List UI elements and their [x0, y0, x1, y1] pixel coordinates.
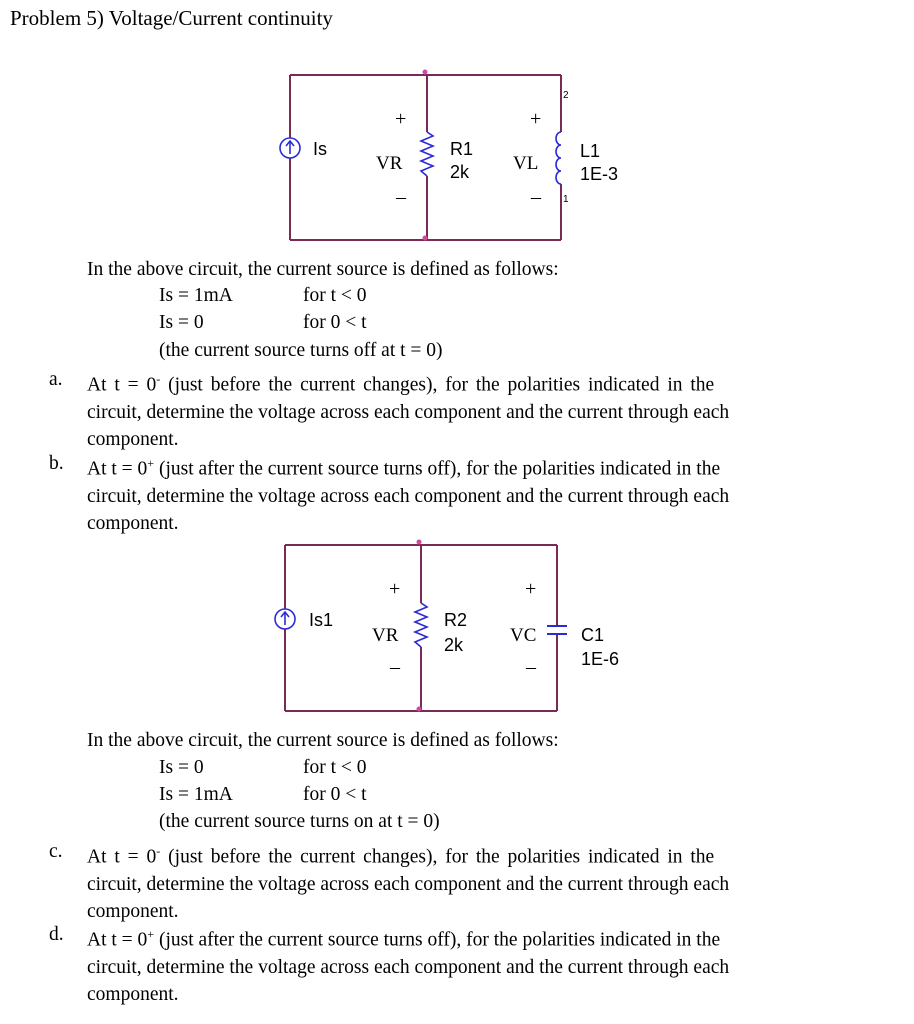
problem-title: Problem 5) Voltage/Current continuity	[10, 6, 333, 30]
vr-minus-sign: –	[396, 186, 406, 208]
r1-value: 2k	[450, 162, 470, 182]
circuit-2-row2-lhs: Is = 1mA	[159, 784, 233, 805]
question-b-marker: b.	[49, 453, 64, 474]
r1-name: R1	[450, 139, 474, 159]
question-c-line2: circuit, determine the voltage across each component and the current through each	[87, 873, 730, 895]
circuit-1-note: (the current source turns off at t = 0)	[159, 340, 443, 361]
question-d-line1: (just after the current source turns off), for the polarities indicated in the	[154, 929, 721, 951]
question-a-time: At t = 0	[87, 374, 157, 396]
question-a-line3: component.	[87, 428, 179, 450]
vl-plus-sign: +	[530, 108, 542, 130]
question-d-marker: d.	[49, 924, 64, 945]
circuit-2-row1-rhs: for t < 0	[303, 757, 367, 778]
vr2-plus-sign: +	[389, 578, 401, 600]
r2-name: R2	[444, 610, 468, 630]
question-c-sup: -	[156, 844, 161, 858]
question-b-line3: component.	[87, 512, 179, 534]
circuit-1-intro: In the above circuit, the current source is defined as follows:	[87, 259, 559, 280]
vc-minus-sign: –	[526, 656, 536, 678]
circuit-1-row2-rhs: for 0 < t	[303, 312, 367, 333]
vr2-label: VR	[372, 625, 399, 646]
question-a-sup: -	[156, 372, 161, 386]
is1-label: Is1	[309, 610, 334, 630]
question-b-time: At t = 0	[87, 458, 148, 480]
vc-label: VC	[510, 625, 537, 646]
vr-plus-sign: +	[395, 108, 407, 130]
question-b-sup: +	[147, 456, 155, 470]
question-c-time: At t = 0	[87, 846, 157, 868]
question-d-time: At t = 0	[87, 929, 148, 951]
question-c	[49, 838, 884, 925]
question-b-line2: circuit, determine the voltage across each component and the current through each	[87, 485, 730, 507]
vl-minus-sign: –	[531, 186, 541, 208]
l1-value: 1E-3	[580, 164, 619, 184]
circuit-2-row1-lhs: Is = 0	[159, 757, 204, 778]
circuit-1-row2-lhs: Is = 0	[159, 312, 204, 333]
question-b-line1: (just after the current source turns off), for the polarities indicated in the	[154, 458, 721, 480]
node-label-1: 1	[563, 194, 569, 205]
node-dot-bottom-2	[417, 707, 422, 712]
vr2-minus-sign: –	[390, 656, 400, 678]
circuit-1-row1-rhs: for t < 0	[303, 285, 367, 306]
circuit-2-intro: In the above circuit, the current source is defined as follows:	[87, 730, 559, 751]
l1-name: L1	[580, 141, 601, 161]
vr-label: VR	[376, 153, 403, 174]
question-c-marker: c.	[49, 841, 63, 862]
current-source-is1-symbol	[275, 609, 295, 629]
question-a-line1: (just before the current changes), for the polarities indicated in the	[160, 374, 715, 396]
circuit-1-row1-lhs: Is = 1mA	[159, 285, 233, 306]
question-d	[49, 921, 884, 1008]
circuit-2-row2-rhs: for 0 < t	[303, 784, 367, 805]
node-dot-top-2	[417, 540, 422, 545]
question-d-line2: circuit, determine the voltage across each component and the current through each	[87, 956, 730, 978]
question-d-line3: component.	[87, 983, 179, 1005]
question-c-line1: (just before the current changes), for the polarities indicated in the	[160, 846, 715, 868]
vc-plus-sign: +	[525, 578, 537, 600]
c1-value: 1E-6	[581, 649, 620, 669]
question-a-line2: circuit, determine the voltage across each component and the current through each	[87, 401, 730, 423]
capacitor-c1-symbol	[547, 626, 567, 634]
circuit-2-note: (the current source turns on at t = 0)	[159, 811, 440, 832]
resistor-r2-symbol	[415, 603, 427, 647]
vl-label: VL	[513, 153, 539, 174]
question-a-marker: a.	[49, 369, 63, 390]
is-label: Is	[313, 139, 328, 159]
r2-value: 2k	[444, 635, 464, 655]
question-d-sup: +	[147, 927, 155, 941]
node-label-2: 2	[563, 90, 569, 101]
question-c-line3: component.	[87, 900, 179, 922]
c1-name: C1	[581, 625, 605, 645]
